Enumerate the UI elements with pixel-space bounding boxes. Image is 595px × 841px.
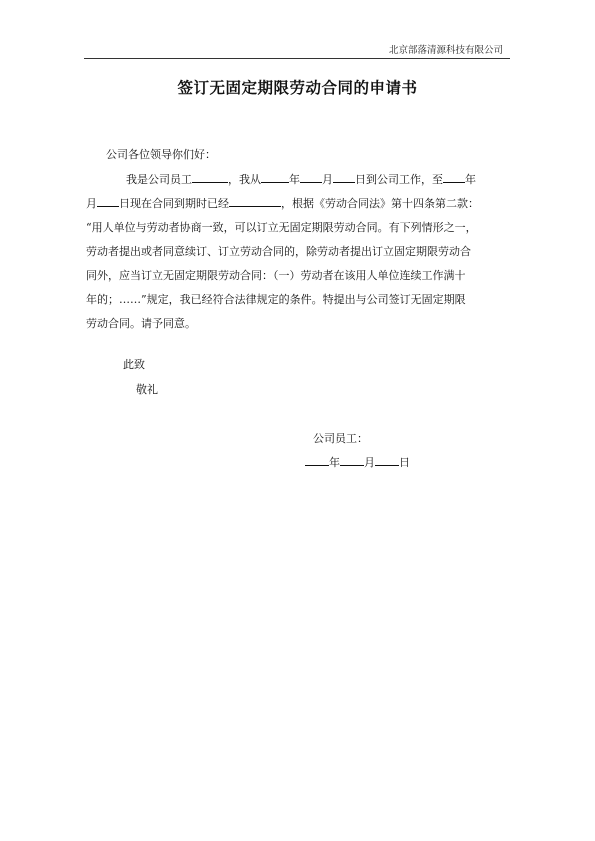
greeting: 公司各位领导你们好：: [106, 148, 216, 161]
body-line-3: “用人单位与劳动者协商一致，可以订立无固定期限劳动合同。有下列情形之一，: [86, 221, 477, 234]
body-text: 年: [289, 173, 300, 186]
employee-name-blank[interactable]: [192, 170, 228, 183]
sign-day-label: 日: [399, 456, 410, 469]
sign-year-blank[interactable]: [305, 453, 329, 466]
body-line-7: 劳动合同。请予同意。: [86, 317, 196, 330]
header-company-name: 北京部落清源科技有限公司: [388, 45, 503, 56]
body-paragraph: [86, 168, 511, 336]
start-day-blank[interactable]: [333, 170, 355, 183]
body-line-1: [86, 168, 511, 192]
signature-label: 公司员工：: [313, 432, 368, 445]
body-line-2: [86, 192, 511, 216]
body-text: ，根据《劳动合同法》第十四条第二款：: [281, 197, 479, 210]
sign-day-blank[interactable]: [375, 453, 399, 466]
start-year-blank[interactable]: [261, 170, 289, 183]
body-text: 月: [322, 173, 333, 186]
sign-month-blank[interactable]: [340, 453, 364, 466]
body-text: 我是公司员工: [126, 173, 192, 186]
salutation: 敬礼: [136, 383, 158, 396]
sign-year-label: 年: [329, 456, 340, 469]
body-line-5: 同外，应当订立无固定期限劳动合同：（一）劳动者在该用人单位连续工作满十: [86, 269, 466, 282]
closing-phrase: 此致: [123, 358, 145, 371]
body-text: ，我从: [228, 173, 261, 186]
header-divider: [84, 58, 510, 59]
body-text: 月: [86, 197, 97, 210]
end-year-blank[interactable]: [443, 170, 465, 183]
sign-month-label: 月: [364, 456, 375, 469]
end-month-blank[interactable]: [97, 194, 119, 207]
body-text: 年: [465, 173, 476, 186]
body-text: 日到公司工作，至: [355, 173, 443, 186]
body-line-4: 劳动者提出或者同意续订、订立劳动合同的，除劳动者提出订立固定期限劳动合: [86, 245, 471, 258]
document-title: 签订无固定期限劳动合同的申请书: [177, 79, 418, 97]
start-month-blank[interactable]: [300, 170, 322, 183]
body-line-6: 年的；……”规定，我已经符合法律规定的条件。特提出与公司签订无固定期限: [86, 293, 466, 306]
signature-date: [305, 453, 410, 470]
body-text: 日现在合同到期时已经: [119, 197, 229, 210]
duration-blank[interactable]: [229, 194, 281, 207]
